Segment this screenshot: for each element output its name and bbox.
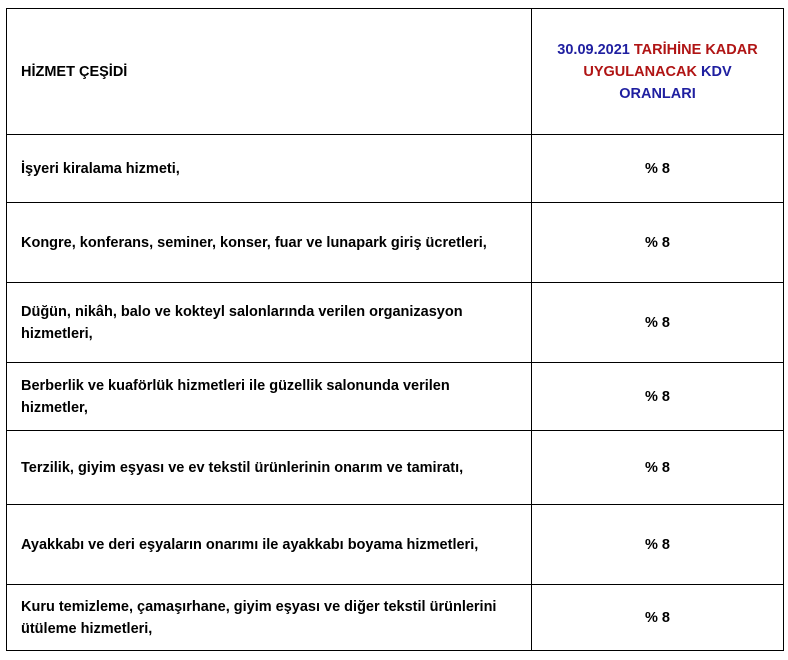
vat-rate-header — [532, 9, 784, 135]
vat-rate: % 8 — [532, 431, 784, 505]
vat-rate: % 8 — [532, 135, 784, 203]
table-header-row — [7, 9, 784, 135]
vat-rate-header-rates: KDV ORANLARI — [619, 63, 732, 102]
service-name: Berberlik ve kuaförlük hizmetleri ile güzellik salonunda verilen hizmetler, — [7, 363, 532, 431]
table-row — [7, 203, 784, 283]
table-row — [7, 585, 784, 651]
vat-rate: % 8 — [532, 505, 784, 585]
vat-rates-table — [6, 8, 784, 651]
vat-rate-header-until: TARİHİNE KADAR UYGULANACAK — [583, 41, 758, 80]
table-row — [7, 135, 784, 203]
table-row — [7, 363, 784, 431]
vat-rate: % 8 — [532, 585, 784, 651]
service-name: Kuru temizleme, çamaşırhane, giyim eşyası ve diğer tekstil ürünlerini ütüleme hizmetleri, — [7, 585, 532, 651]
vat-rate: % 8 — [532, 203, 784, 283]
service-name: İşyeri kiralama hizmeti, — [7, 135, 532, 203]
vat-rate: % 8 — [532, 363, 784, 431]
table-row — [7, 283, 784, 363]
service-type-header: HİZMET ÇEŞİDİ — [7, 9, 532, 135]
service-name: Kongre, konferans, seminer, konser, fuar ve lunapark giriş ücretleri, — [7, 203, 532, 283]
service-name: Ayakkabı ve deri eşyaların onarımı ile ayakkabı boyama hizmetleri, — [7, 505, 532, 585]
service-name: Terzilik, giyim eşyası ve ev tekstil ürünlerinin onarım ve tamiratı, — [7, 431, 532, 505]
table-row — [7, 431, 784, 505]
table-row — [7, 505, 784, 585]
vat-rate: % 8 — [532, 283, 784, 363]
service-name: Düğün, nikâh, balo ve kokteyl salonlarında verilen organizasyon hizmetleri, — [7, 283, 532, 363]
vat-rate-header-date: 30.09.2021 — [557, 41, 630, 58]
